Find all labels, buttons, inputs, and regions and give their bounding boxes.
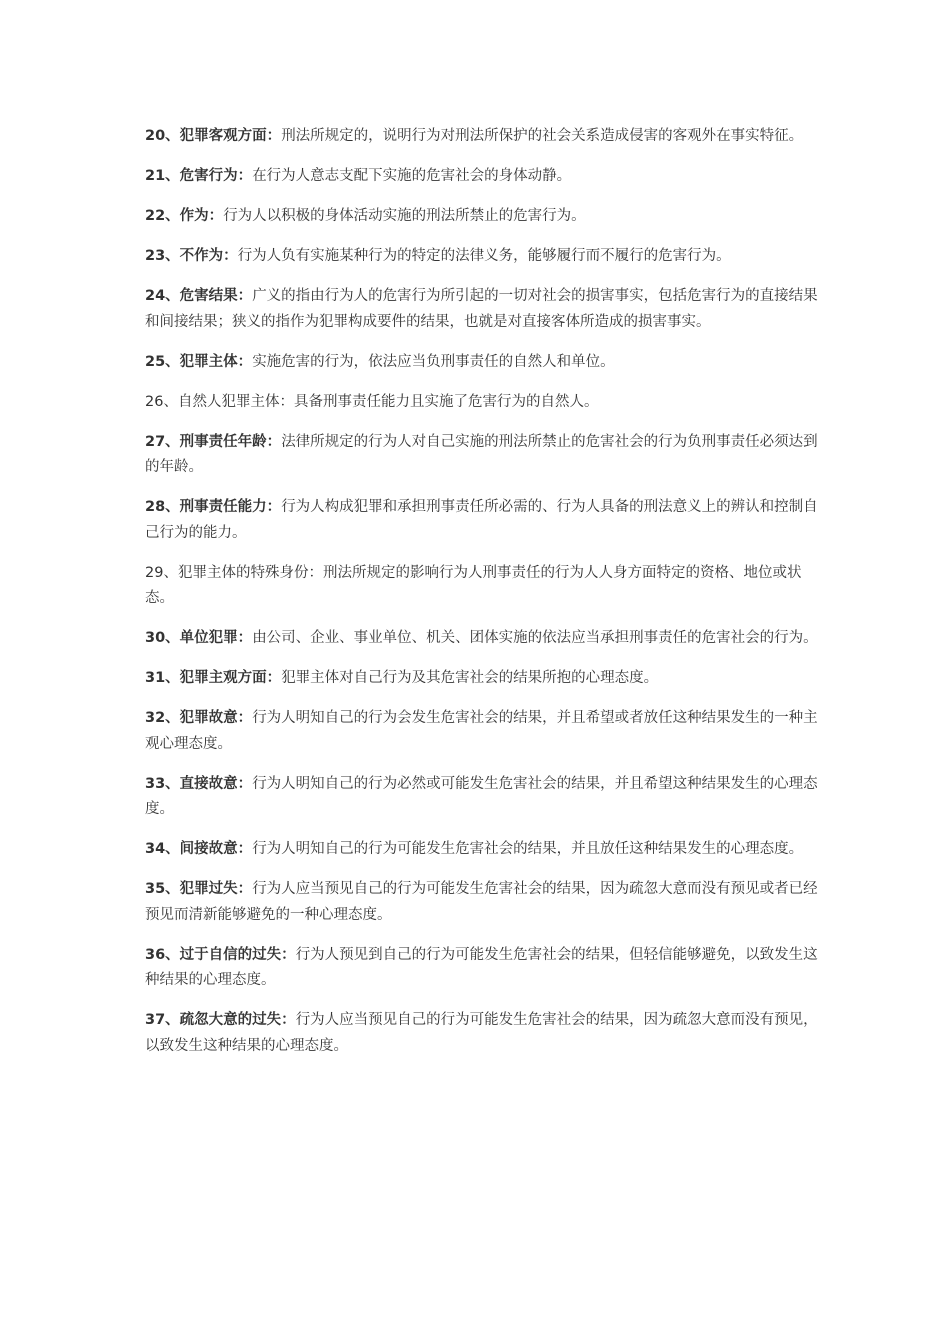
entry-term: 34、间接故意： bbox=[145, 841, 253, 857]
entry-term: 24、危害结果： bbox=[145, 288, 253, 304]
entry-definition: 行为人明知自己的行为会发生危害社会的结果，并且希望或者放任这种结果发生的一种主观心理态度。 bbox=[145, 710, 818, 752]
entry-definition: 犯罪主体对自己行为及其危害社会的结果所抱的心理态度。 bbox=[281, 670, 659, 686]
entry-33 bbox=[145, 772, 825, 823]
entry-definition: 由公司、企业、事业单位、机关、团体实施的依法应当承担刑事责任的危害社会的行为。 bbox=[252, 630, 818, 646]
entry-definition: 具备刑事责任能力且实施了危害行为的自然人。 bbox=[293, 393, 599, 410]
entry-term: 33、直接故意： bbox=[145, 775, 253, 792]
entry-24 bbox=[145, 284, 825, 335]
entry-definition: 行为人明知自己的行为必然或可能发生危害社会的结果，并且希望这种结果发生的心理态度。 bbox=[145, 775, 818, 817]
entry-term: 35、犯罪过失： bbox=[145, 881, 253, 897]
entry-20 bbox=[145, 124, 825, 150]
entry-37 bbox=[145, 1008, 825, 1059]
entry-term: 26、自然人犯罪主体： bbox=[145, 393, 294, 410]
entry-definition: 刑法所规定的影响行为人刑事责任的行为人人身方面特定的资格、地位或状态。 bbox=[145, 564, 802, 606]
entry-35 bbox=[145, 877, 825, 928]
entry-29 bbox=[145, 561, 825, 612]
entry-31 bbox=[145, 666, 825, 692]
entry-definition: 行为人预见到自己的行为可能发生危害社会的结果，但轻信能够避免，以致发生这种结果的心理态度。 bbox=[145, 946, 818, 988]
entry-definition: 实施危害的行为，依法应当负刑事责任的自然人和单位。 bbox=[252, 353, 615, 370]
entry-definition: 刑法所规定的，说明行为对刑法所保护的社会关系造成侵害的客观外在事实特征。 bbox=[281, 128, 804, 144]
entry-term: 29、犯罪主体的特殊身份： bbox=[145, 564, 323, 581]
entry-term: 28、刑事责任能力： bbox=[145, 499, 282, 515]
entry-term: 31、犯罪主观方面： bbox=[145, 670, 282, 686]
entry-32 bbox=[145, 706, 825, 757]
entry-definition: 广义的指由行为人的危害行为所引起的一切对社会的损害事实，包括危害行为的直接结果和间接结果；狭义的指作为犯罪构成要件的结果，也就是对直接客体所造成的损害事实。 bbox=[145, 288, 818, 330]
entry-term: 27、刑事责任年龄： bbox=[145, 433, 282, 450]
document-body bbox=[145, 124, 825, 1074]
entry-22 bbox=[145, 204, 825, 230]
entry-term: 21、危害行为： bbox=[145, 168, 253, 184]
entry-34 bbox=[145, 837, 825, 863]
entry-definition: 行为人明知自己的行为可能发生危害社会的结果，并且放任这种结果发生的心理态度。 bbox=[252, 841, 804, 857]
entry-30 bbox=[145, 626, 825, 652]
entry-definition: 行为人构成犯罪和承担刑事责任所必需的、行为人具备的刑法意义上的辨认和控制自己行为的能力。 bbox=[145, 499, 818, 541]
entry-25 bbox=[145, 350, 825, 376]
entry-term: 25、犯罪主体： bbox=[145, 353, 253, 370]
entry-36 bbox=[145, 943, 825, 994]
entry-definition: 行为人负有实施某种行为的特定的法律义务，能够履行而不履行的危害行为。 bbox=[237, 248, 731, 264]
entry-definition: 在行为人意志支配下实施的危害社会的身体动静。 bbox=[252, 168, 572, 184]
entry-26 bbox=[145, 390, 825, 416]
entry-term: 23、不作为： bbox=[145, 248, 238, 264]
entry-definition: 行为人以积极的身体活动实施的刑法所禁止的危害行为。 bbox=[223, 208, 586, 224]
entry-term: 32、犯罪故意： bbox=[145, 710, 253, 726]
entry-23 bbox=[145, 244, 825, 270]
entry-definition: 行为人应当预见自己的行为可能发生危害社会的结果，因为疏忽大意而没有预见，以致发生这种结果的心理态度。 bbox=[145, 1012, 818, 1054]
entry-21 bbox=[145, 164, 825, 190]
entry-term: 37、疏忽大意的过失： bbox=[145, 1012, 296, 1028]
entry-term: 30、单位犯罪： bbox=[145, 630, 253, 646]
entry-term: 22、作为： bbox=[145, 208, 224, 224]
entry-27 bbox=[145, 430, 825, 481]
entry-term: 36、过于自信的过失： bbox=[145, 946, 296, 963]
entry-definition: 行为人应当预见自己的行为可能发生危害社会的结果，因为疏忽大意而没有预见或者已经预见而清新能够避免的一种心理态度。 bbox=[145, 881, 818, 923]
entry-28 bbox=[145, 495, 825, 546]
entry-term: 20、犯罪客观方面： bbox=[145, 128, 282, 144]
entry-definition: 法律所规定的行为人对自己实施的刑法所禁止的危害社会的行为负刑事责任必须达到的年龄。 bbox=[145, 433, 818, 475]
